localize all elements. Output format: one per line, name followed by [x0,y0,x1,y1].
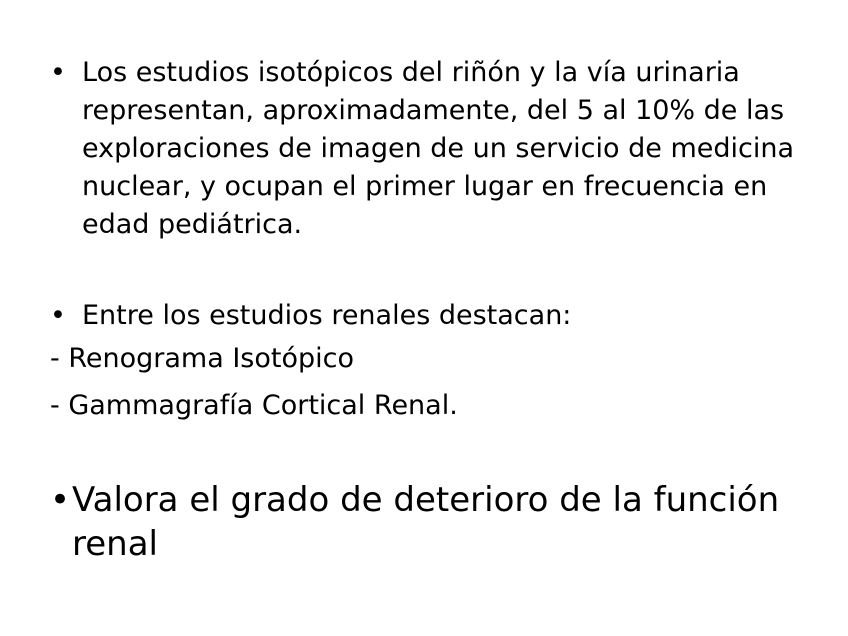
bullet-marker: • [50,300,66,331]
bullet-text: Los estudios isotópicos del riñón y la vía urinaria representan, aproximadamente, del 5 al 10% de las exploraciones de imagen de un servicio de medicina nuclear, y ocupan el primer lugar en frecuencia en edad pediátrica. [82,57,795,240]
bullet-marker: • [50,57,66,88]
bullet-item-renal-studies-intro [50,54,830,244]
bullet-item-renal-function [50,478,830,566]
sub-item-gammagrafia: - Gammagrafía Cortical Renal. [50,390,458,421]
bullet-item-renal-studies-list [50,297,830,335]
bullet-text: Valora el grado de deterioro de la función renal [72,480,780,564]
sub-item-renograma: - Renograma Isotópico [50,343,354,374]
bullet-marker: • [50,480,71,520]
bullet-text: Entre los estudios renales destacan: [82,300,572,331]
